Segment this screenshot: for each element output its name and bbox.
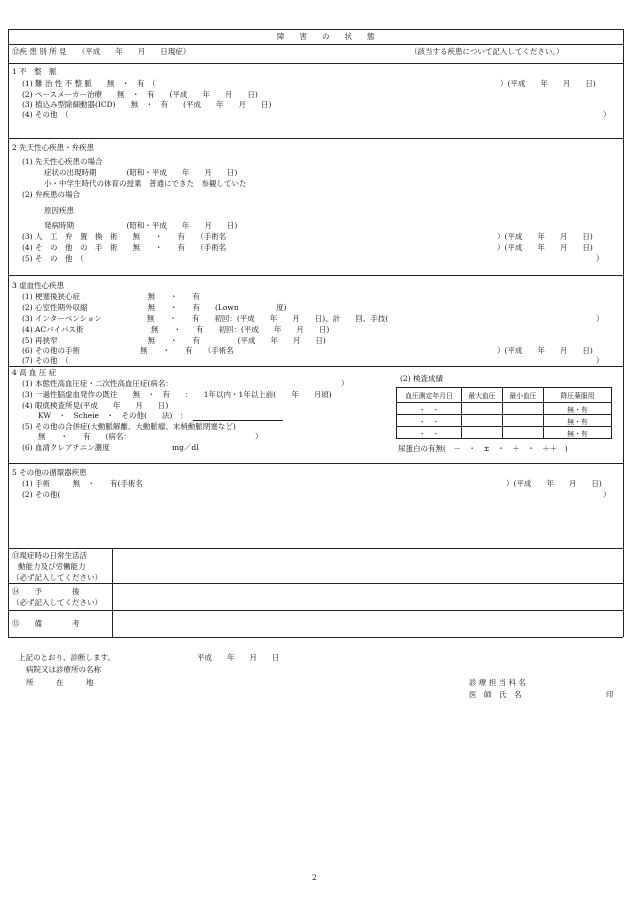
s2-line8-right: ）(平成 年 月 日): [497, 243, 593, 252]
s4-line7: (6) 血清クレアチニン濃度: [22, 443, 110, 452]
s4-line6: 無 ・ 有 (病名：: [38, 432, 131, 441]
table-row: [397, 427, 612, 439]
s2-line4: (2) 弁疾患の場合: [22, 190, 81, 199]
table-row: [397, 403, 612, 415]
s2-line6: 発病時期 (昭和・平成 年 月 日): [44, 221, 238, 230]
s5-line1: (1) 手術 無 ・ 有(手術名: [22, 479, 143, 488]
s4-fundus-underline: [193, 420, 283, 421]
form-title: 障 害 の 状 態: [277, 32, 375, 41]
exam-cell-date: ・ ・: [397, 403, 462, 415]
divider-s4: [8, 366, 623, 367]
s1-line2: (2) ペースメーカー治療 無 ・ 有 (平成 年 月 日): [22, 90, 258, 99]
footer-statement: 上記のとおり、診断します。: [18, 653, 115, 662]
s2-line3: 小・中学生時代の体育の授業 普通にできた 参観していた: [44, 179, 247, 188]
divider-s3: [8, 275, 623, 276]
exam-table-header: [397, 388, 612, 403]
exam-col-date: 血圧測定年月日: [397, 388, 462, 403]
footer-seal: 印: [606, 690, 614, 699]
box15-label: ⑮ 備 考: [12, 619, 80, 628]
exam-table: [396, 387, 612, 439]
s5-line1-right: ）(平成 年 月 日): [506, 479, 602, 488]
s5-line2: (2) その他(: [22, 490, 61, 499]
frame-top: [8, 29, 623, 30]
s3-line6: (6) その他の手術 無 ・ 有 （手術名: [22, 346, 234, 355]
s2-line9: (5) そ の 他 （: [22, 254, 84, 263]
s3-line4: (4) ACバイパス術 無 ・ 有 初回：(平成 年 月 日): [22, 325, 330, 334]
divider-s2: [8, 138, 623, 139]
s3-line7: (7) その他 （: [22, 356, 69, 365]
s4-line3: (4) 眼底検査所見(平成 年 月 日): [22, 401, 169, 410]
exam-cell-date: ・ ・: [397, 415, 462, 427]
s3-line3: (3) インターベンション 無 ・ 有 初回：(平成 年 月 日)、計 回、手技(: [22, 314, 389, 323]
box13-label-1: ⑬現症時の日常生活活: [12, 551, 87, 560]
box14-label-2: （必ず記入してください）: [12, 598, 102, 607]
divider-label-col: [112, 548, 113, 637]
s1-line1: (1) 難 治 性 不 整 脈 無 ・ 有 （: [22, 79, 156, 88]
divider-15: [8, 610, 623, 611]
box13-label-2: 動能力及び労働能力: [18, 562, 86, 571]
s3-line7-right: ）: [596, 356, 604, 365]
s4-line1: (1) 本態性高血圧症・二次性高血圧症(病名：: [22, 379, 173, 388]
s4-line1-right: ）: [341, 379, 349, 388]
exam-cell-min: [503, 415, 544, 427]
s4-line6-right: ）: [255, 432, 263, 441]
exam-cell-max: [462, 415, 503, 427]
section-12-heading: ⑫疾 患 別 所 見 （平成 年 月 日現症）: [12, 47, 191, 56]
s1-line1-right: ）(平成 年 月 日): [500, 79, 596, 88]
urine-protein: 尿蛋白の有無( － ・ ± ・ ＋ ・ ＋＋ ): [398, 444, 568, 453]
s1-line3: (3) 植込み型除細動器(ICD) 無 ・ 有 (平成 年 月 日): [22, 100, 272, 109]
footer-address: 所 在 地: [26, 678, 94, 687]
s1-heading: 1 不 整 脈: [12, 67, 57, 76]
exam-title: (2) 検査成績: [400, 374, 444, 383]
s3-line2: (2) 心室性期外収縮 無 ・ 有 (Lown 度): [22, 303, 287, 312]
frame-bottom: [8, 637, 623, 638]
page-number: 2: [312, 873, 317, 882]
footer-department: 診 療 担 当 科 名: [469, 678, 526, 687]
s1-line4: (4) その他 （: [22, 110, 69, 119]
divider-13: [8, 548, 623, 549]
s3-line1: (1) 梗塞後狭心症 無 ・ 有: [22, 292, 201, 301]
divider-s5: [8, 463, 623, 464]
s1-line4-right: ）: [603, 110, 611, 119]
exam-cell-max: [462, 427, 503, 439]
exam-col-min: 最小血圧: [503, 388, 544, 403]
exam-cell-max: [462, 403, 503, 415]
box13-label-3: （必ず記入してください）: [12, 573, 102, 582]
exam-cell-min: [503, 403, 544, 415]
footer-doctor-name: 医 師 氏 名: [469, 690, 522, 699]
s4-heading: 4 高 血 圧 症: [12, 368, 57, 377]
s3-heading: 3 虚血性心疾患: [12, 281, 65, 290]
s3-line6-right: ）(平成 年 月 日): [497, 346, 593, 355]
s5-heading: 5 その他の循環器疾患: [12, 468, 87, 477]
section-12-note: （該当する疾患について記入してください。）: [410, 47, 564, 56]
exam-cell-min: [503, 427, 544, 439]
frame-left: [8, 29, 9, 637]
table-row: [397, 415, 612, 427]
s2-line5: 原因疾患: [44, 206, 74, 215]
divider-14: [8, 583, 623, 584]
s4-line5: (5) その他の合併症(大動脈解離、大動脈瘤、末梢動脈閉塞など): [22, 422, 236, 431]
exam-cell-date: ・ ・: [397, 427, 462, 439]
exam-cell-med: 無・有: [544, 427, 612, 439]
exam-col-med: 降圧薬服用: [544, 388, 612, 403]
s5-line2-right: ）: [603, 490, 611, 499]
exam-cell-med: 無・有: [544, 415, 612, 427]
footer-hospital-name: 病院又は診療所の名称: [26, 665, 101, 674]
box14-label-1: ⑭ 予 後: [12, 587, 80, 596]
s2-line2: 症状の出現時期 (昭和・平成 年 月 日): [44, 168, 238, 177]
divider-12: [8, 63, 623, 64]
s4-line4: KW ・ Scheie ・ その他( 法) ：: [38, 411, 188, 420]
s3-line3-right: ）: [596, 314, 604, 323]
s2-line8: (4) そ の 他 の 手 術 無 ・ 有 （手術名: [22, 243, 227, 252]
s4-line2: (3) 一過性脳虚血発作の既往 無 ・ 有 ： 1年以内・1年以上前( 年 月頃): [22, 390, 332, 399]
exam-col-max: 最大血圧: [462, 388, 503, 403]
divider-title: [8, 44, 623, 45]
s2-line1: (1) 先天性心疾患の場合: [22, 157, 103, 166]
footer-date: 平成 年 月 日: [197, 653, 280, 662]
s3-line5: (5) 再狭窄 無 ・ 有 (平成 年 月 日): [22, 336, 326, 345]
s2-line7: (3) 人 工 弁 置 換 術 無 ・ 有 （手術名: [22, 232, 227, 241]
s2-line7-right: ）(平成 年 月 日): [497, 232, 593, 241]
s2-heading: 2 先天性心疾患・弁疾患: [12, 143, 95, 152]
s4-line7-unit: mg／dl: [172, 443, 199, 452]
exam-cell-med: 無・有: [544, 403, 612, 415]
frame-right: [623, 29, 624, 637]
s2-line9-right: ）: [596, 254, 604, 263]
